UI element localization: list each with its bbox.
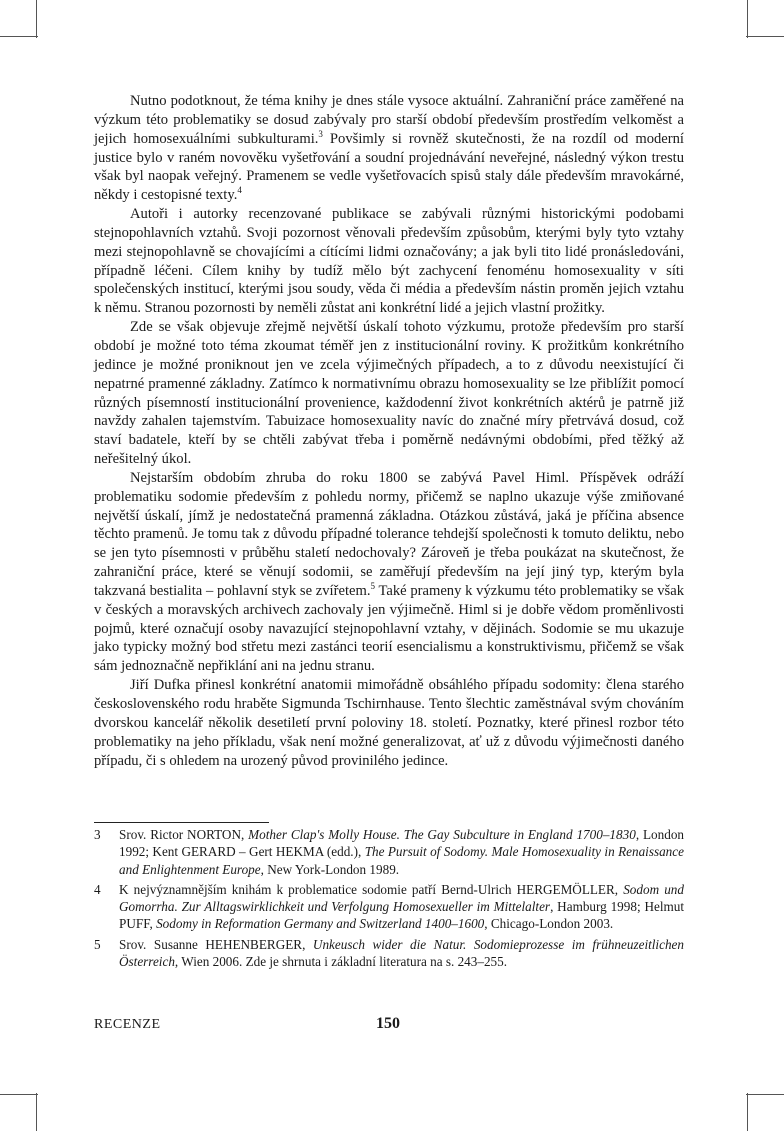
footnote-ref[interactable]: 4: [237, 185, 242, 196]
paragraph: [94, 205, 684, 318]
crop-mark: [36, 0, 37, 38]
footnote-title: The Pursuit of Sodomy. Male Homosexuality in Renaissance and Enlightenment Europe: [119, 844, 684, 877]
crop-mark: [746, 36, 784, 37]
crop-mark: [0, 1094, 38, 1095]
paragraph: [94, 92, 684, 205]
footnote-title: Sodomy in Reformation Germany and Switzerland 1400–1600: [156, 916, 485, 932]
footnote: [94, 936, 684, 971]
footnote-divider: [94, 822, 269, 823]
crop-mark: [747, 1093, 748, 1131]
footnote-ref[interactable]: 5: [370, 581, 375, 592]
footnote-number: 4: [94, 881, 101, 897]
footnote: [94, 826, 684, 878]
footnote-text: , Hamburg 1998; Helmut PUFF,: [119, 899, 685, 932]
crop-mark: [36, 1093, 37, 1131]
body-text: [94, 92, 684, 770]
footnote-text: , Chicago-London 2003.: [484, 916, 614, 932]
footnote-text: , London 1992; Kent GERARD – Gert HEKMA (edd.),: [119, 827, 685, 860]
paragraph-text: Povšimly si rovněž skutečnosti, že na rozdíl od moderní justice bylo v raném novověku vyšetřování a soudní projednávání neveřejné, následný výkon trestu však byl naopak veřejný. Pramenem se vedle vyšetřovacích spisů staly dále především mravokárné, někdy i cestopisné texty.: [94, 130, 684, 204]
footnotes: [94, 826, 684, 973]
footnote-number: 3: [94, 827, 101, 842]
footnote-title: Unkeusch wider die Natur. Sodomieprozesse im frühneuzeitlichen Österreich: [119, 936, 684, 970]
footnote: [94, 881, 684, 933]
footnote-ref[interactable]: 3: [318, 128, 323, 139]
running-footer-section: RECENZE: [94, 1017, 161, 1032]
footnote-text: K nejvýznamnějším knihám k problematice sodomie patří Bernd-Ulrich HERGEMÖLLER,: [119, 881, 624, 897]
paragraph-text: Autoři i autorky recenzované publikace se zabývali různými historickými podobami stejnopohlavních vztahů. Svoji pozornost věnovali především způsobům, kterými byly tyto vztahy mezi stejnopohlavně se chovajícími a cítícími lidmi označovány; a jak byli tito lidé pronásledováni, případně léčeni. Cílem knihy by tudíž mělo být zachycení fenoménu homosexuality v síti společenských institucí, kterými jsou soudy, věda či média a především nástin proměn jejich vztahu k němu. Stranou pozornosti by neměli zůstat ani konkrétní lidé a jejich vlastní prožitky.: [94, 206, 684, 317]
paragraph-text: Zde se však objevuje zřejmě největší úskalí tohoto výzkumu, protože především pro starší období je možné toto téma zkoumat téměř jen z institucionální roviny. K prožitkům konkrétního jedince je možné proniknout jen ve zcela výjimečných případech, a to z důvodu neexistující či nepatrné pramenné základny. Zatímco k normativnímu obrazu homosexuality se lze přiblížit pomocí různých písemností institucionální provenience, každodenní život konkrétních aktérů je patrně již navždy zahalen tajemstvím. Tabuizace homosexuality navíc do značné míry přetrvává dosud, což staví badatele, kteří by se chtěli zabývat třeba i poměrně nedávnými obdobími, před těžký až neřešitelný úkol.: [94, 319, 684, 468]
paragraph: [94, 469, 684, 676]
footnote-text: , Wien 2006. Zde je shrnuta i základní literatura na s. 243–255.: [174, 954, 508, 970]
footnote-title: Mother Clap's Molly House. The Gay Subculture in England 1700–1830: [248, 827, 636, 842]
paragraph-text: Nutno podotknout, že téma knihy je dnes stále vysoce aktuální. Zahraniční práce zaměřené na výzkum této problematiky se dosud zabývaly pro starší období především prostředím velkoměst a jejich homosexuálními subkulturami.: [94, 93, 684, 147]
footnote-number: 5: [94, 936, 101, 952]
paragraph-text: Jiří Dufka přinesl konkrétní anatomii mimořádně obsáhlého případu sodomity: člena starého československého rodu hraběte Sigmunda Tschirnhause. Tento šlechtic zaměstnával svým chováním dvorskou kancelář několik desetiletí první poloviny 18. století. Poznatky, které přinesl rozbor této problematiky na jeho příkladu, však není možné generalizovat, ať už z důvodu výjimečnosti daného případu, či s ohledem na urozený původ provinilého jedince.: [94, 677, 684, 769]
crop-mark: [747, 0, 748, 38]
crop-mark: [746, 1094, 784, 1095]
crop-mark: [0, 36, 38, 37]
footnote-text: Srov. Susanne HEHENBERGER,: [119, 936, 313, 952]
footnote-text: , New York-London 1989.: [260, 861, 400, 877]
paragraph: [94, 676, 684, 770]
paragraph-text: Nejstarším obdobím zhruba do roku 1800 se zabývá Pavel Himl. Příspěvek odráží problematiku sodomie především z pohledu normy, přičemž se naplno ukazuje výše zmiňované největší úskalí, jímž je nedostatečná pramenná základna. Otázkou zůstává, jaká je příčina absence těchto pramenů. Je tomu tak z důvodu případné tolerance tehdejší společnosti k tomuto deliktu, nebo se jen tyto písemnosti v průběhu staletí nedochovaly? Zároveň je třeba poukázat na skutečnost, že zahraniční práce, které se věnují sodomii, se zaměřují především na její jiný typ, kterým byla takzvaná bestialita – pohlavní styk se zvířetem.: [94, 469, 684, 599]
footnote-text: Srov. Rictor NORTON,: [119, 827, 249, 842]
paragraph: [94, 318, 684, 469]
footnote-title: Sodom und Gomorrha. Zur Alltagswirklichkeit und Verfolgung Homosexueller im Mittelalter: [119, 881, 684, 915]
page-number: 150: [376, 1015, 400, 1032]
paragraph-text: Také prameny k výzkumu této problematiky se však v českých a moravských archivech zachovaly jen výjimečně. Himl si je dobře vědom proměnlivosti pojmů, které označují osoby navazující stejnopohlavní vztahy, v dějinách. Sodomie se mu ukazuje jako typicky možný bod střetu mezi zastánci teorií esencialismu a konstruktivismu, přičemž se však sám jednoznačně nepřiklání ani na jednu stranu.: [94, 582, 684, 675]
